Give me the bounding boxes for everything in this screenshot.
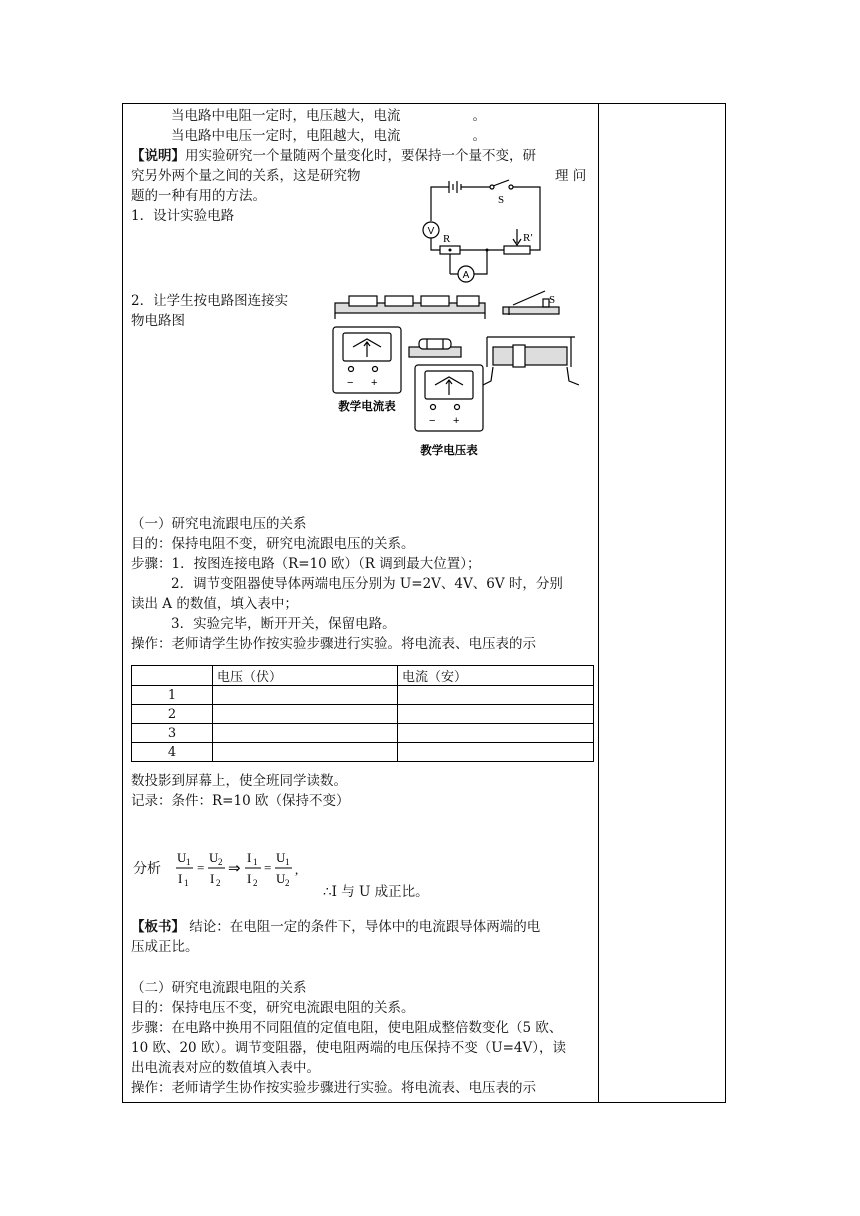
after-table-text — [131, 771, 349, 811]
board-conclusion — [131, 917, 540, 957]
text: 物电路图 — [131, 313, 185, 329]
table-row — [132, 686, 594, 705]
voltmeter-minus: − — [429, 415, 436, 427]
section2-text — [131, 978, 566, 1098]
formula-u: U — [209, 850, 219, 865]
text: 记录：条件：R=10 欧（保持不变） — [131, 793, 350, 809]
table-cell — [398, 705, 594, 724]
formula-sub: 2 — [218, 857, 223, 867]
note-heading: 【说明】 — [131, 148, 185, 164]
analysis-label: 分析 — [133, 861, 161, 877]
text: 目的：保持电压不变，研究电流跟电阻的关系。 — [131, 1000, 415, 1016]
text: 3．实验完毕，断开开关，保留电路。 — [171, 616, 396, 632]
conclusion-proportional: ∴I 与 U 成正比。 — [323, 884, 429, 900]
text: 10 欧、20 欧）。调节变阻器，使电阻两端的电压保持不变（U=4V），读 — [131, 1040, 566, 1056]
text: 出电流表对应的数值填入表中。 — [131, 1060, 320, 1076]
formula-sub: 2 — [253, 878, 258, 888]
formula-u: U — [276, 871, 286, 886]
ammeter-plus: + — [371, 377, 378, 389]
text: 操作：老师请学生协作按实验步骤进行实验。将电流表、电压表的示 — [131, 1080, 536, 1096]
text: 当电路中电压一定时，电阻越大，电流 — [171, 128, 401, 144]
formula-sub: 2 — [285, 878, 290, 888]
lesson-table-frame — [122, 103, 726, 1103]
text: 读出 A 的数值，填入表中； — [131, 596, 298, 612]
step2-text — [131, 291, 288, 331]
table-row — [132, 743, 594, 762]
apparatus-label-s: S — [549, 294, 556, 306]
table-header-cell: 电流（安） — [398, 666, 594, 686]
text: 2．调节变阻器使导体两端电压分别为 U=2V、4V、6V 时，分别 — [171, 576, 563, 592]
row-number: 1 — [132, 686, 213, 705]
text: 步骤：1．按图连接电路（R=10 欧）（R 调到最大位置）； — [131, 556, 481, 572]
text: 步骤：在电路中换用不同阻值的定值电阻，使电阻成整倍数变化（5 欧、 — [131, 1020, 563, 1036]
table-cell — [213, 743, 398, 762]
formula-sub: 2 — [216, 878, 221, 888]
table-cell — [398, 724, 594, 743]
circuit-label-rprime: R′ — [523, 232, 533, 244]
text: 用实验研究一个量随两个量变化时，要保持一个量不变，研 — [185, 148, 536, 164]
circuit-diagram — [405, 179, 555, 284]
formula-u: U — [177, 850, 187, 865]
table-row — [132, 724, 594, 743]
section1-title: （一）研究电流跟电压的关系 — [131, 516, 307, 532]
row-number: 4 — [132, 743, 213, 762]
text: 数投影到屏幕上，使全班同学读数。 — [131, 773, 347, 789]
formula-i: I — [210, 871, 215, 886]
ammeter-caption: 教学电流表 — [338, 399, 396, 413]
column-divider — [598, 104, 599, 1102]
table-cell — [398, 743, 594, 762]
table-cell — [213, 686, 398, 705]
circuit-label-r: R — [443, 233, 451, 245]
circuit-label-a: A — [462, 270, 470, 281]
formula-comma: , — [295, 862, 299, 877]
formula-sub: 1 — [184, 878, 189, 888]
circuit-label-v: V — [427, 226, 435, 237]
formula-implies: ⇒ — [228, 861, 241, 877]
formula-u: U — [276, 850, 286, 865]
voltmeter-caption: 教学电压表 — [420, 443, 478, 457]
text: 结论：在电阻一定的条件下，导体中的电流跟导体两端的电 — [185, 919, 541, 935]
text-line: 1．设计实验电路 — [131, 208, 235, 224]
ammeter-minus: − — [347, 377, 354, 389]
section2-title: （二）研究电流跟电阻的关系 — [131, 980, 307, 996]
text: 2．让学生按电路图连接实 — [131, 293, 289, 309]
text: 。 — [472, 108, 486, 124]
circuit-label-s: S — [498, 194, 505, 206]
apparatus-illustration — [327, 289, 579, 461]
table-cell — [213, 705, 398, 724]
formula-i: I — [247, 871, 252, 886]
text: 理 问 — [555, 168, 587, 184]
row-number: 2 — [132, 705, 213, 724]
analysis-formula — [173, 847, 333, 889]
table-row — [132, 705, 594, 724]
formula-eq: = — [197, 860, 205, 875]
formula-i: I — [178, 871, 183, 886]
formula-sub: 1 — [253, 857, 258, 867]
text-line — [131, 106, 599, 126]
text-line: 题的一种有用的方法。 — [131, 188, 266, 204]
data-table-voltage-current — [131, 665, 594, 762]
text: 操作：老师请学生协作按实验步骤进行实验。将电流表、电压表的示 — [131, 636, 536, 652]
text: 。 — [472, 128, 486, 144]
board-heading: 【板书】 — [131, 919, 185, 935]
text: 究另外两个量之间的关系，这是研究物 — [131, 168, 361, 184]
text-line — [131, 126, 599, 146]
formula-i: I — [247, 850, 252, 865]
table-cell — [213, 724, 398, 743]
table-header-cell: 电压（伏） — [213, 666, 398, 686]
row-number: 3 — [132, 724, 213, 743]
voltmeter-plus: + — [453, 415, 460, 427]
table-header-row — [132, 666, 594, 686]
table-header-cell — [132, 666, 213, 686]
text: 当电路中电阻一定时，电压越大，电流 — [171, 108, 401, 124]
formula-eq: = — [264, 860, 272, 875]
text: 压成正比。 — [131, 939, 199, 955]
formula-sub: 1 — [186, 857, 191, 867]
text: 目的：保持电阻不变，研究电流跟电压的关系。 — [131, 536, 415, 552]
section1-text — [131, 514, 563, 654]
formula-sub: 1 — [285, 857, 290, 867]
table-cell — [398, 686, 594, 705]
text-line — [131, 146, 599, 166]
